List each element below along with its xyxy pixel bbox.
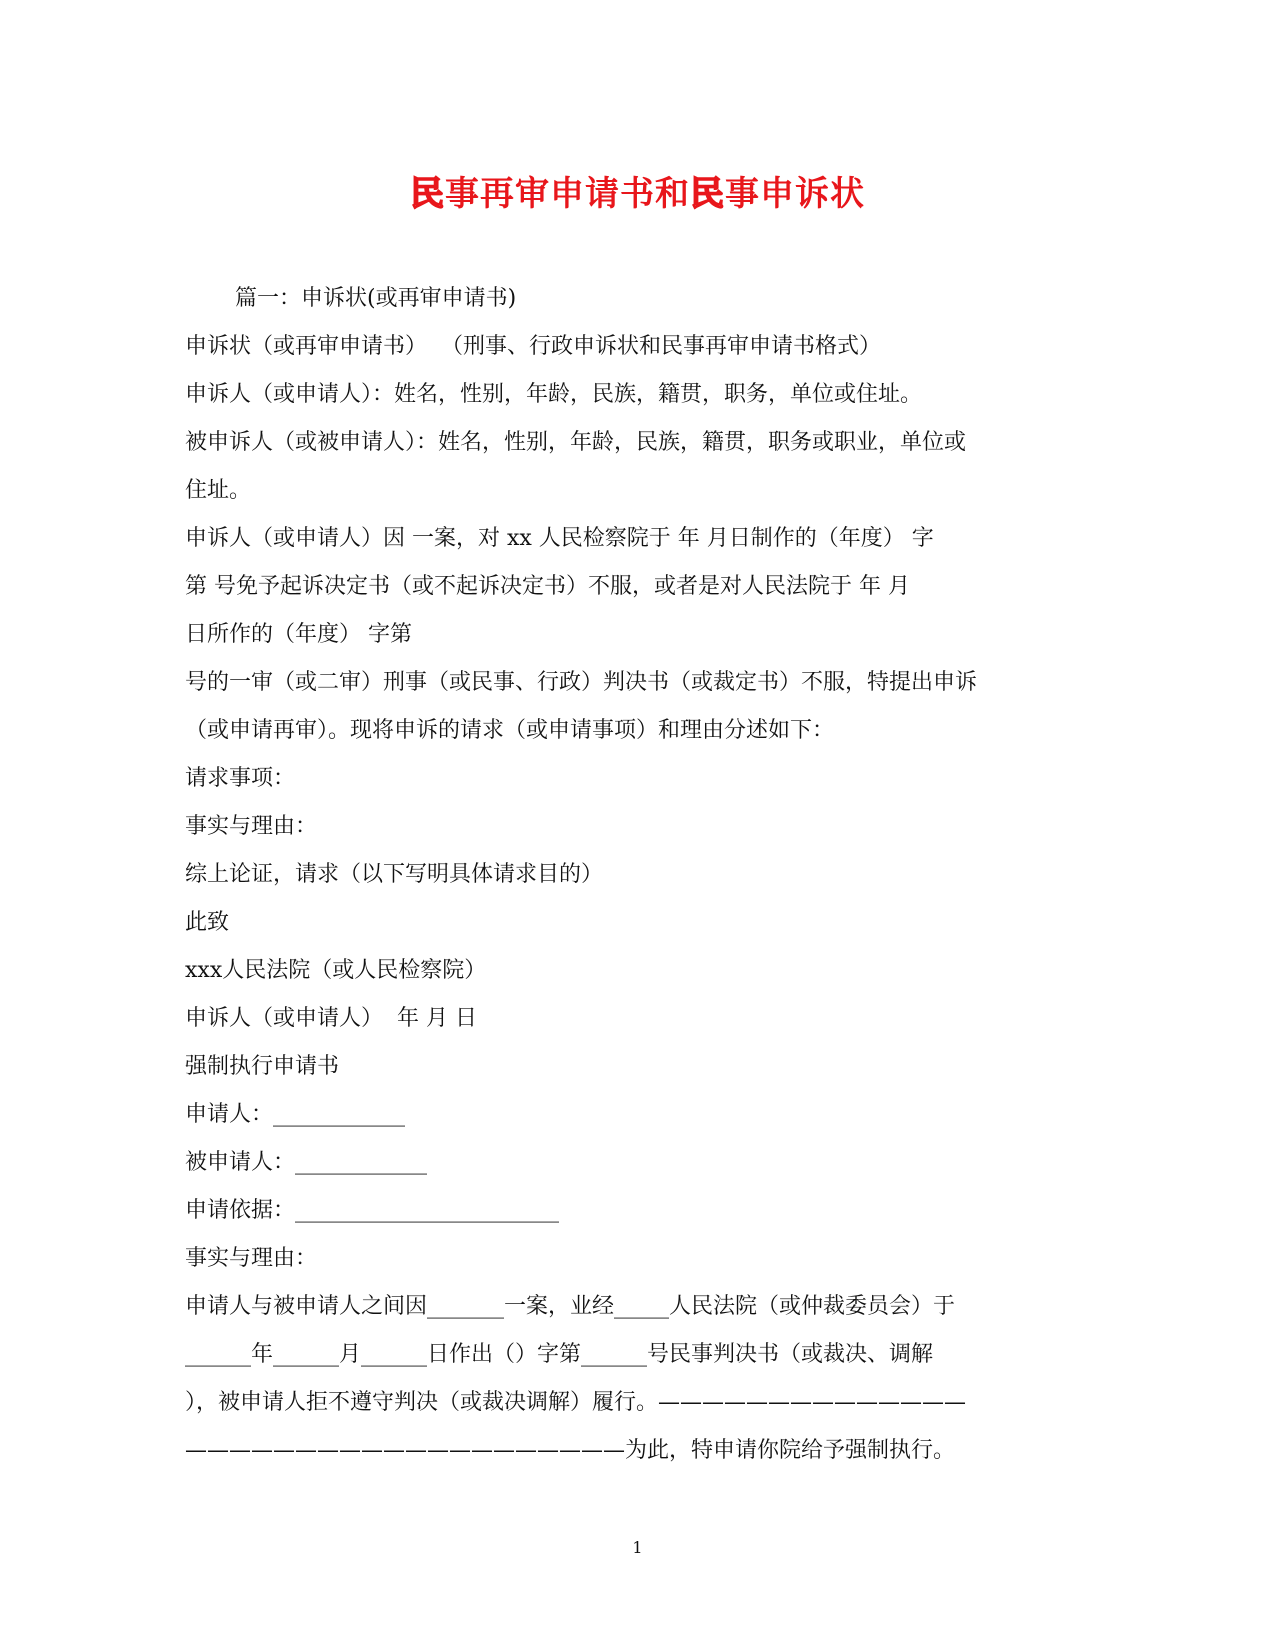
- document-body: [185, 275, 1090, 1475]
- document-title: [0, 170, 1275, 218]
- text-line: 日所作的（年度） 字第: [185, 622, 412, 647]
- title-part-2: 事再审申请书和: [445, 174, 690, 214]
- title-part-3: 民: [690, 174, 725, 214]
- text-line: 事实与理由：: [185, 814, 318, 839]
- text-line: 第 号免予起诉决定书（或不起诉决定书）不服，或者是对人民法院于 年 月: [185, 574, 910, 599]
- page-number: 1: [632, 1538, 643, 1557]
- text-line: 申诉状（或再审申请书） （刑事、行政申诉状和民事再审申请书格式）: [185, 334, 881, 359]
- text-line: （或申请再审）。现将申诉的请求（或申请事项）和理由分述如下：: [185, 718, 835, 743]
- text-line: ————————————————————为此，特申请你院给予强制执行。: [185, 1438, 956, 1463]
- text-line: 被申请人：____________: [185, 1150, 428, 1175]
- text-line: 申请人：____________: [185, 1102, 406, 1127]
- text-line: xxx人民法院（或人民检察院）: [185, 958, 487, 983]
- text-line: ______年______月______日作出（）字第______号民事判决书（或裁决、调解: [185, 1342, 934, 1367]
- text-line: ），被申请人拒不遵守判决（或裁决调解）履行。——————————————: [185, 1390, 967, 1415]
- text-line: 请求事项：: [185, 766, 296, 791]
- section-heading: 篇一：申诉状(或再审申请书): [235, 286, 517, 311]
- text-line: 事实与理由：: [185, 1246, 318, 1271]
- text-line: 申诉人（或申请人）因 一案，对 xx 人民检察院于 年 月日制作的（年度） 字: [185, 526, 934, 551]
- text-line: 申请人与被申请人之间因_______一案，业经_____人民法院（或仲裁委员会）于: [185, 1294, 956, 1319]
- text-line: 申诉人（或申请人） 年 月 日: [185, 1006, 477, 1031]
- title-part-4: 事申诉状: [725, 174, 865, 214]
- text-line: 被申诉人（或被申请人）：姓名，性别，年龄，民族，籍贯，职务或职业，单位或: [185, 430, 967, 455]
- text-line: 号的一审（或二审）刑事（或民事、行政）判决书（或裁定书）不服，特提出申诉: [185, 670, 978, 695]
- text-line: 申请依据：________________________: [185, 1198, 560, 1223]
- text-line: 综上论证，请求（以下写明具体请求目的）: [185, 862, 604, 887]
- text-line: 强制执行申请书: [185, 1054, 340, 1079]
- title-part-1: 民: [410, 174, 445, 214]
- text-line: 申诉人（或申请人）：姓名，性别，年龄，民族，籍贯，职务，单位或住址。: [185, 382, 923, 407]
- text-line: 住址。: [185, 478, 252, 503]
- text-line: 此致: [185, 910, 230, 935]
